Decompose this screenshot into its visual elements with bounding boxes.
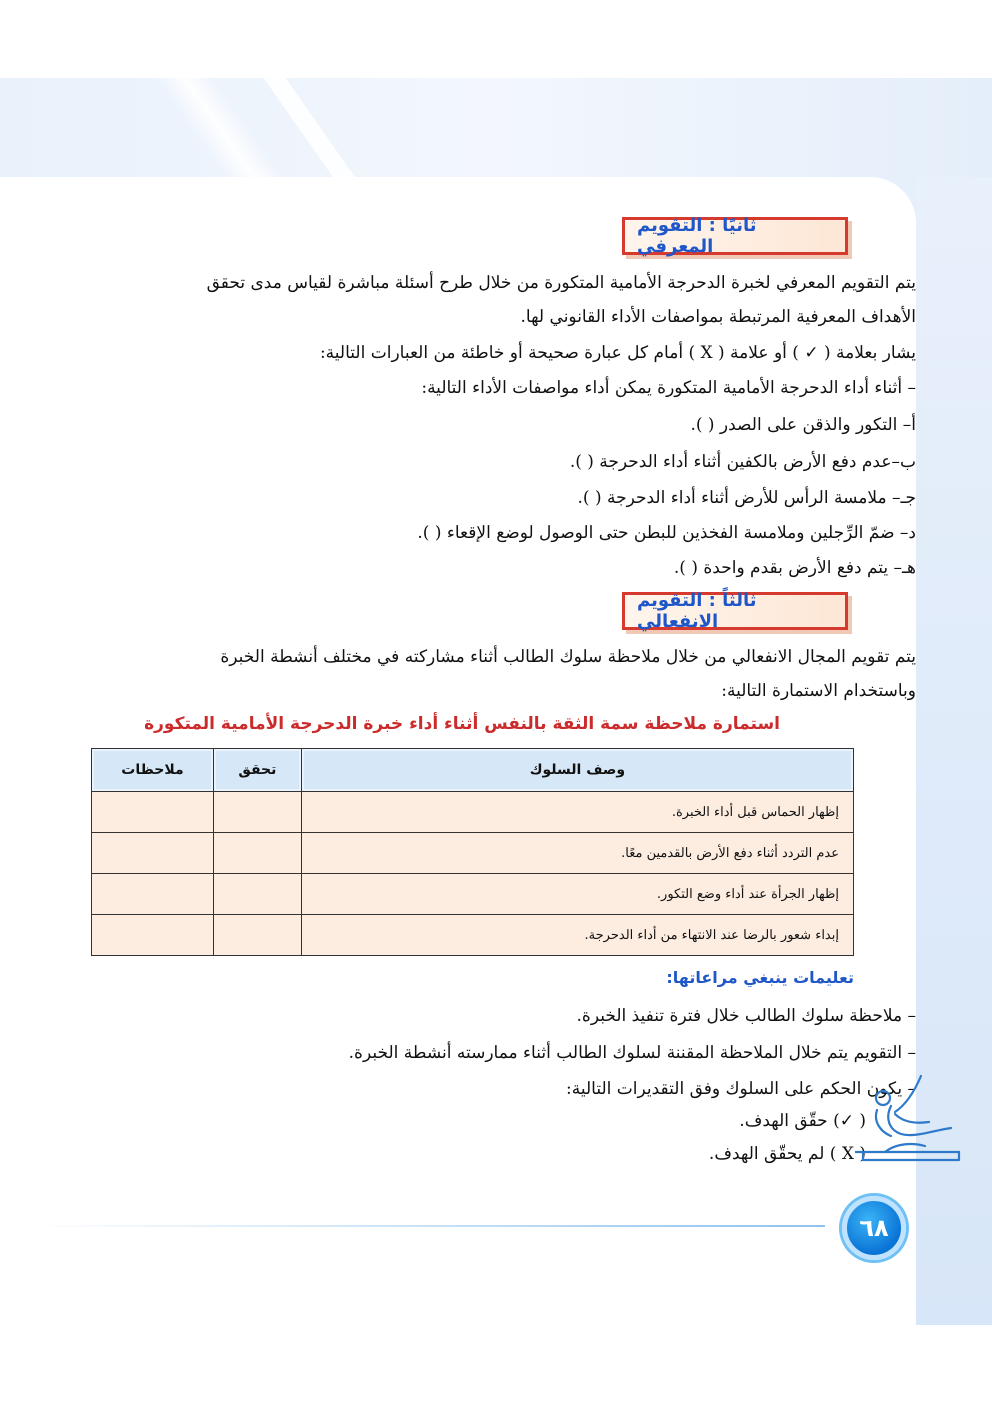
instruction-line: – يكون الحكم على السلوك وفق التقديرات التالية: xyxy=(566,1079,916,1099)
rating-not-achieved: ( X ) لم يحقّق الهدف. xyxy=(708,1144,866,1164)
table-row xyxy=(92,915,854,956)
list-item: أ– التكور والذقن على الصدر ( ). xyxy=(690,415,916,435)
instructions-title: تعليمات ينبغي مراعاتها: xyxy=(666,968,854,987)
achieved-cell[interactable] xyxy=(213,833,301,874)
instruction-line: – التقويم يتم خلال الملاحظة المقننة لسلوك الطالب أثناء ممارسته أنشطة الخبرة. xyxy=(348,1043,916,1063)
rating-achieved: ( ✓) حقّق الهدف. xyxy=(739,1111,866,1131)
notes-cell[interactable] xyxy=(92,833,214,874)
paragraph-line: – أثناء أداء الدحرجة الأمامية المتكورة يمكن أداء مواصفات الأداء التالية: xyxy=(421,378,916,398)
footer-divider xyxy=(30,1225,825,1227)
achieved-cell[interactable] xyxy=(213,792,301,833)
table-row xyxy=(92,874,854,915)
section-heading-cognitive: ثانيًا : التقويم المعرفي xyxy=(622,217,848,255)
section-heading-affective: ثالثاً : التقويم الانفعالي xyxy=(622,592,848,630)
gymnast-rolling-icon xyxy=(855,1070,965,1170)
notes-cell[interactable] xyxy=(92,915,214,956)
list-item: د– ضمّ الرِّجلين وملامسة الفخذين للبطن حتى الوصول لوضع الإقعاء ( ). xyxy=(417,523,916,543)
column-header-behavior: وصف السلوك xyxy=(301,749,853,792)
paragraph-line: وباستخدام الاستمارة التالية: xyxy=(721,681,916,701)
behavior-cell: إبداء شعور بالرضا عند الانتهاء من أداء الدحرجة. xyxy=(301,915,853,956)
column-header-achieved: تحقق xyxy=(213,749,301,792)
paragraph-line: الأهداف المعرفية المرتبطة بمواصفات الأداء القانوني لها. xyxy=(520,307,916,327)
table-row xyxy=(92,792,854,833)
list-item: هـ– يتم دفع الأرض بقدم واحدة ( ). xyxy=(673,558,916,578)
list-item: ب–عدم دفع الأرض بالكفين أثناء أداء الدحرجة ( ). xyxy=(569,452,916,472)
notes-cell[interactable] xyxy=(92,874,214,915)
behavior-cell: إظهار الجرأة عند أداء وضع التكور. xyxy=(301,874,853,915)
form-title: استمارة ملاحظة سمة الثقة بالنفس أثناء أداء خبرة الدحرجة الأمامية المتكورة xyxy=(144,714,780,734)
paragraph-line: يشار بعلامة ( ✓ ) أو علامة ( X ) أمام كل عبارة صحيحة أو خاطئة من العبارات التالية: xyxy=(319,343,916,363)
paragraph-line: يتم تقويم المجال الانفعالي من خلال ملاحظة سلوك الطالب أثناء مشاركته في مختلف أنشطة الخبرة xyxy=(220,647,916,667)
list-item: جـ– ملامسة الرأس للأرض أثناء أداء الدحرجة ( ). xyxy=(577,488,916,508)
achieved-cell[interactable] xyxy=(213,874,301,915)
paragraph-line: يتم التقويم المعرفي لخبرة الدحرجة الأمامية المتكورة من خلال طرح أسئلة مباشرة لقياس مدى تحقق xyxy=(206,273,916,293)
page-number: ٦٨ xyxy=(842,1196,906,1260)
behavior-cell: إظهار الحماس قبل أداء الخبرة. xyxy=(301,792,853,833)
instruction-line: – ملاحظة سلوك الطالب خلال فترة تنفيذ الخبرة. xyxy=(576,1006,916,1026)
behavior-cell: عدم التردد أثناء دفع الأرض بالقدمين معًا. xyxy=(301,833,853,874)
observation-table xyxy=(91,748,854,956)
notes-cell[interactable] xyxy=(92,792,214,833)
column-header-notes: ملاحظات xyxy=(92,749,214,792)
table-row xyxy=(92,833,854,874)
table-header-row xyxy=(92,749,854,792)
achieved-cell[interactable] xyxy=(213,915,301,956)
